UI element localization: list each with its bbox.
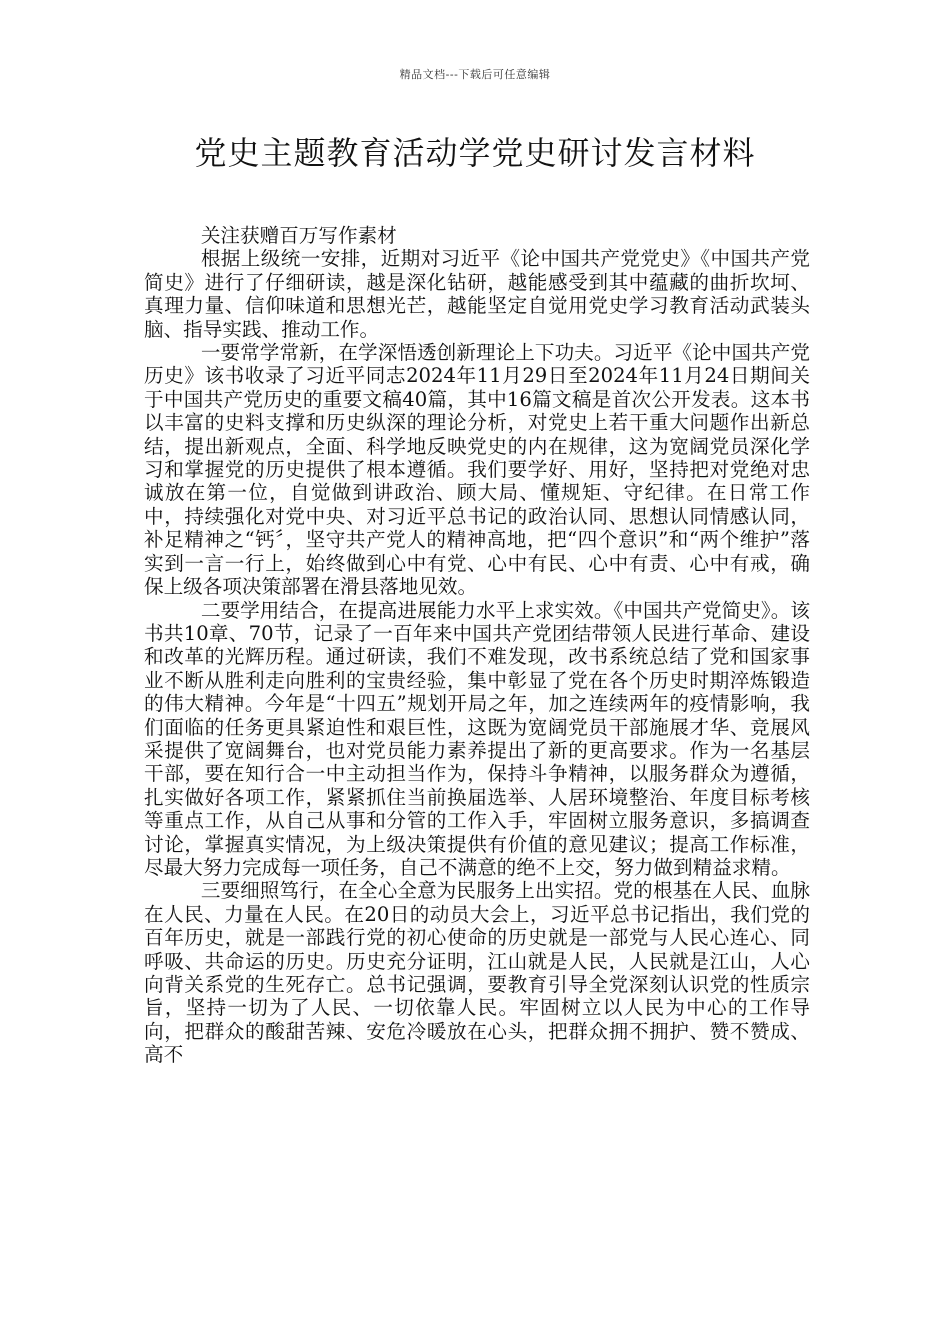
paragraph-point-three: 三要细照笃行，在全心全意为民服务上出实招。党的根基在人民、血脉在人民、力量在人民。在20日的动员大会上，习近平总书记指出，我们党的百年历史，就是一部践行党的初心使命的历史就是一部党与人民心连心、同呼吸、共命运的历史。历史充分证明，江山就是人民，人民就是江山，人心向背关系党的生死存亡。总书记强调，要教育引导全党深刻认识党的性质宗旨，坚持一切为了人民、一切依靠人民。牢固树立以人民为中心的工作导向，把群众的酸甜苦辣、安危冷暖放在心头，把群众拥不拥护、赞不赞成、高不: [144, 879, 810, 1067]
paragraph-point-one: 一要常学常新，在学深悟透创新理论上下功夫。习近平《论中国共产党历史》该书收录了习近平同志2024年11月29日至2024年11月24日期间关于中国共产党历史的重要文稿40篇，其中16篇文稿是首次公开发表。这本书以丰富的史料支撑和历史纵深的理论分析，对党史上若干重大问题作出新总结，提出新观点，全面、科学地反映党史的内在规律，这为宽阔党员深化学习和掌握党的历史提供了根本遵循。我们要学好、用好，坚持把对党绝对忠诚放在第一位，自觉做到讲政治、顾大局、懂规矩、守纪律。在日常工作中，持续强化对党中央、对习近平总书记的政治认同、思想认同情感认同，补足精神之“钙〞，坚守共产党人的精神高地，把“四个意识”和“两个维护”落实到一言一行上，始终做到心中有党、心中有民、心中有责、心中有戒，确保上级各项决策部署在滑县落地见效。: [144, 341, 810, 599]
paragraph-opening: 根据上级统一安排，近期对习近平《论中国共产党党史》《中国共产党简史》进行了仔细研读，越是深化钻研，越能感受到其中蕴藏的曲折坎坷、真理力量、信仰味道和思想光芒，越能坚定自觉用党史学习教育活动武装头脑、指导实践、推动工作。: [144, 247, 810, 341]
header-note: 精品文档---下载后可任意编辑: [399, 68, 551, 81]
document-body: [144, 224, 810, 1067]
paragraph-intro-note: 关注获赠百万写作素材: [200, 224, 397, 247]
document-title: 党史主题教育活动学党史研讨发言材料: [194, 134, 756, 172]
paragraph-point-two: 二要学用结合，在提高进展能力水平上求实效。《中国共产党简史》。该书共10章、70节，记录了一百年来中国共产党团结带领人民进行革命、建设和改革的光辉历程。通过研读，我们不难发现，改书系统总结了党和国家事业不断从胜利走向胜利的宝贵经验，集中彰显了党在各个历史时期淬炼锻造的伟大精神。今年是“十四五”规划开局之年，加之连续两年的疫情影响，我们面临的任务更具紧迫性和艰巨性，这既为宽阔党员干部施展才华、竞展风采提供了宽阔舞台，也对党员能力素养提出了新的更高要求。作为一名基层干部，要在知行合一中主动担当作为，保持斗争精神，以服务群众为遵循，扎实做好各项工作，紧紧抓住当前换届选举、人居环境整治、年度目标考核等重点工作，从自己从事和分管的工作入手，牢固树立服务意识，多搞调查讨论，掌握真实情况，为上级决策提供有价值的意见建议；提高工作标准，尽最大努力完成每一项任务，自己不满意的绝不上交，努力做到精益求精。: [144, 598, 810, 879]
